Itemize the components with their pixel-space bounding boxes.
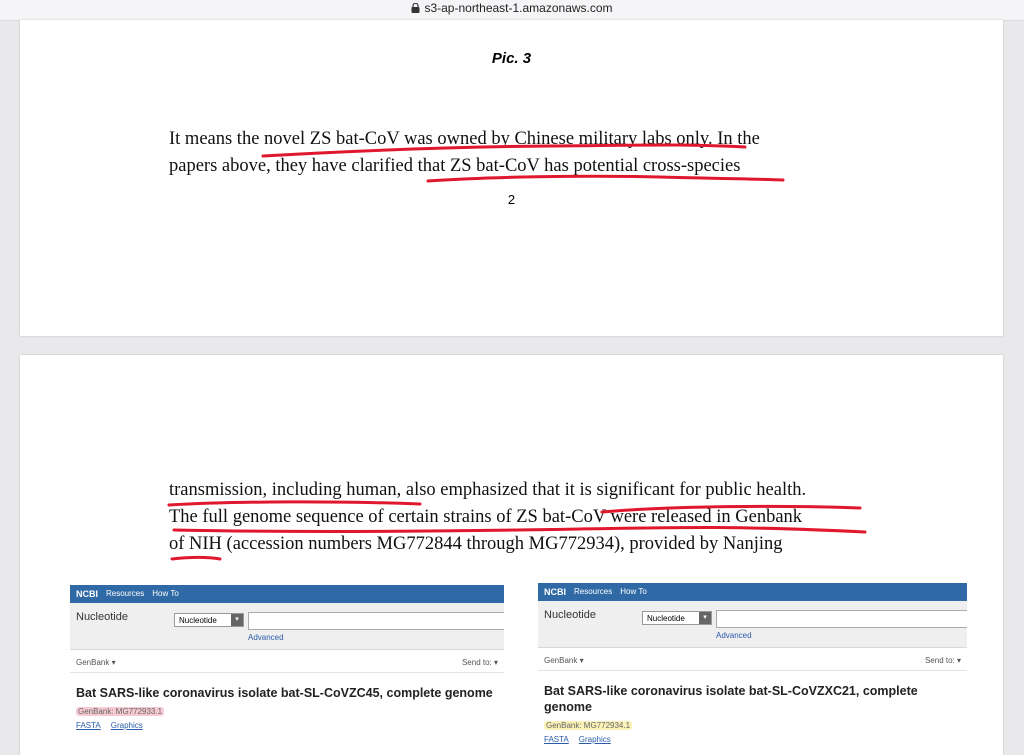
send-to-menu[interactable]: Send to: ▾ xyxy=(461,658,498,667)
address-bar[interactable] xyxy=(0,0,1024,21)
database-select[interactable] xyxy=(642,611,712,625)
fasta-link[interactable]: FASTA xyxy=(76,721,101,730)
ncbi-header xyxy=(538,583,967,601)
database-select-value: Nucleotide xyxy=(647,614,685,623)
genbank-menu[interactable]: GenBank ▾ xyxy=(544,656,584,665)
document-page-2 xyxy=(20,355,1003,755)
body-line: papers above, they have clarified that ZS bat-CoV has potential cross-species xyxy=(169,156,741,176)
record-links xyxy=(544,735,961,744)
howto-menu[interactable]: How To xyxy=(152,589,179,598)
database-select-value: Nucleotide xyxy=(179,616,217,625)
search-input[interactable] xyxy=(716,610,967,628)
advanced-link[interactable]: Advanced xyxy=(248,633,284,642)
howto-menu[interactable]: How To xyxy=(620,587,647,596)
ncbi-logo: NCBI xyxy=(544,587,566,597)
format-row xyxy=(70,650,504,673)
body-line: of NIH (accession numbers MG772844 through MG772934), provided by Nanjing xyxy=(169,534,783,554)
ncbi-header xyxy=(70,585,504,603)
chevron-down-icon: ▾ xyxy=(699,612,711,624)
body-line: The full genome sequence of certain strains of ZS bat-CoV were released in Genbank xyxy=(169,507,803,527)
document-page-1 xyxy=(20,20,1003,336)
ncbi-screenshot xyxy=(70,585,504,755)
database-select[interactable] xyxy=(174,613,244,627)
lock-icon xyxy=(411,3,420,13)
record-links xyxy=(76,721,498,730)
graphics-link[interactable]: Graphics xyxy=(578,735,611,744)
url-text: s3-ap-northeast-1.amazonaws.com xyxy=(424,1,613,15)
record-title: Bat SARS-like coronavirus isolate bat-SL-CoVZC45, complete genome xyxy=(76,686,493,700)
graphics-link[interactable]: Graphics xyxy=(110,721,143,730)
ncbi-search-bar xyxy=(70,603,504,650)
accession-number: GenBank: MG772934.1 xyxy=(546,721,631,730)
body-line: transmission, including human, also emphasized that it is significant for public health. xyxy=(169,480,807,500)
advanced-link[interactable]: Advanced xyxy=(716,631,752,640)
ncbi-logo: NCBI xyxy=(76,589,98,599)
accession-number: GenBank: MG772933.1 xyxy=(78,707,163,716)
format-row xyxy=(538,648,967,671)
database-label: Nucleotide xyxy=(76,611,128,623)
send-to-menu[interactable]: Send to: ▾ xyxy=(924,656,961,665)
database-label: Nucleotide xyxy=(544,609,596,621)
ncbi-screenshot xyxy=(538,583,967,755)
resources-menu[interactable]: Resources xyxy=(106,589,145,598)
page-number: 2 xyxy=(507,192,516,207)
chevron-down-icon: ▾ xyxy=(231,614,243,626)
genbank-menu[interactable]: GenBank ▾ xyxy=(76,658,116,667)
record-title: Bat SARS-like coronavirus isolate bat-SL-CoVZXC21, complete genome xyxy=(544,684,918,714)
fasta-link[interactable]: FASTA xyxy=(544,735,569,744)
body-line: It means the novel ZS bat-CoV was owned by Chinese military labs only. In the xyxy=(169,129,760,149)
resources-menu[interactable]: Resources xyxy=(574,587,613,596)
figure-caption: Pic. 3 xyxy=(491,50,532,67)
ncbi-search-bar xyxy=(538,601,967,648)
search-input[interactable] xyxy=(248,612,504,630)
